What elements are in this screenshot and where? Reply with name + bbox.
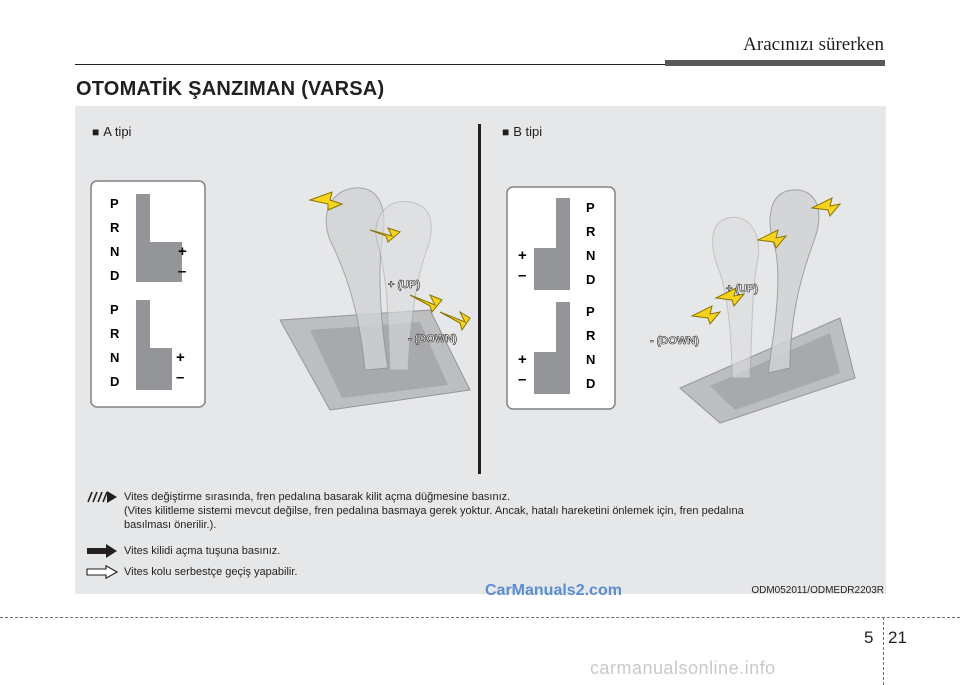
minus-sign: – [178,263,187,280]
gear-letter-p: P [586,200,595,215]
header-rule-bar [665,60,885,66]
bullet-square-icon: ■ [502,125,510,139]
type-b-shifter-illustration [640,178,865,428]
gear-letter-d: D [586,272,596,287]
bullet-square-icon: ■ [92,125,100,139]
minus-sign: – [176,369,185,386]
figure-code: ODM052011/ODMEDR2203R [751,585,884,596]
type-b-label: ■ B tipi [502,124,543,139]
figure-divider [478,124,481,474]
outline-arrow-icon [86,565,118,579]
footer-rule [0,617,960,618]
chapter-number: 5 [864,628,874,647]
gear-letter-n: N [110,350,120,365]
minus-sign: – [518,267,527,284]
gear-letter-n: N [110,244,120,259]
up-label: + (UP) [388,279,421,291]
type-a-label: ■ A tipi [92,124,132,139]
hatched-arrow-icon [86,490,118,504]
solid-arrow-icon [86,544,118,558]
gear-letter-r: R [586,224,596,239]
section-title: OTOMATİK ŞANZIMAN (VARSA) [76,78,385,100]
plus-sign: + [518,247,527,264]
gear-letter-p: P [110,302,119,317]
plus-sign: + [518,351,527,368]
down-label: - (DOWN) [650,335,699,347]
gear-letter-n: N [586,352,596,367]
watermark: CarManuals2.com [485,582,622,599]
arrow-icon [410,295,442,312]
page-number: 21 [888,628,907,647]
arrow-icon [692,306,720,324]
arrow-icon [440,312,470,330]
type-a-shifter-illustration [270,170,475,430]
type-a-gate-diagram [90,180,208,410]
gear-letter-d: D [110,374,120,389]
page-number-divider [883,617,884,685]
minus-sign: – [518,371,527,388]
gear-letter-p: P [586,304,595,319]
gear-letter-r: R [110,220,120,235]
gear-letter-d: D [110,268,120,283]
type-b-gate-diagram [506,186,618,412]
site-watermark: carmanualsonline.info [590,658,776,678]
gear-letter-n: N [586,248,596,263]
gear-letter-r: R [110,326,120,341]
gear-letter-r: R [586,328,596,343]
gear-letter-p: P [110,196,119,211]
plus-sign: + [178,243,187,260]
down-label: - (DOWN) [408,333,457,345]
gear-letter-d: D [586,376,596,391]
running-header: Aracınızı sürerken [743,34,884,55]
plus-sign: + [176,349,185,366]
header-rule [75,64,665,65]
up-label: + (UP) [726,283,759,295]
